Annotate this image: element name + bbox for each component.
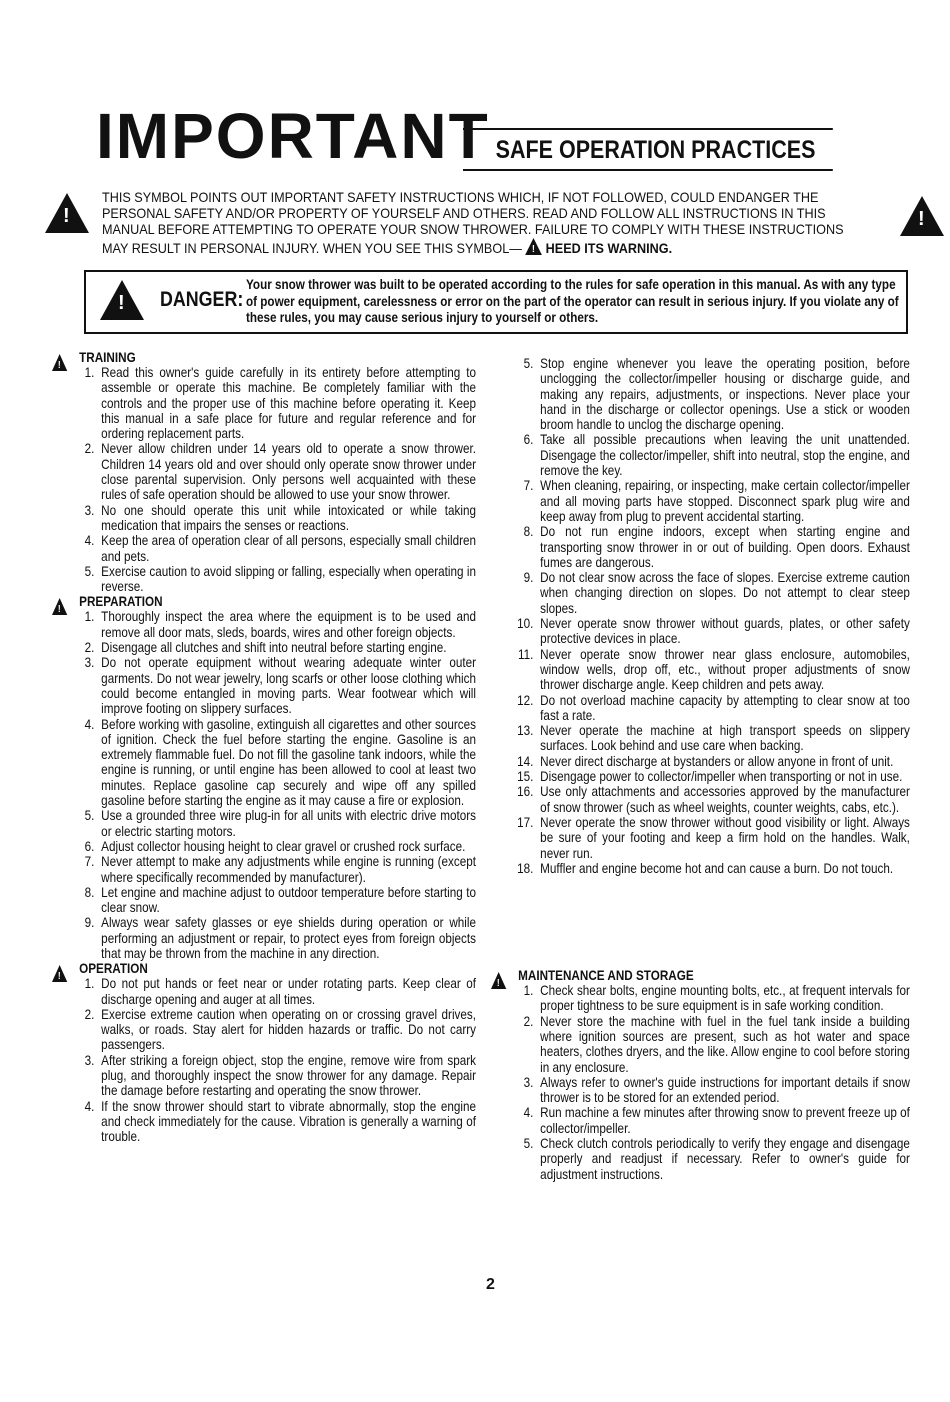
list-item <box>52 609 476 640</box>
list-item <box>491 616 910 647</box>
item-text: Check clutch controls periodically to verify they engage and disengage properly and readjust if necessary. Refer to owner's guide for adjustment instructions. <box>540 1136 910 1182</box>
item-number: 5. <box>84 808 95 824</box>
item-number: 3. <box>523 1074 534 1090</box>
list-item <box>491 478 910 524</box>
danger-triangle-icon <box>100 280 144 320</box>
item-number: 11. <box>518 646 534 662</box>
page-subtitle: SAFE OPERATION PRACTICES <box>463 128 833 171</box>
intro-paragraph <box>102 190 846 257</box>
maintenance-list <box>491 983 910 1182</box>
operation-section <box>52 961 476 1144</box>
list-item <box>52 1099 476 1145</box>
item-number: 6. <box>523 432 534 448</box>
item-text: No one should operate this unit while intoxicated or while taking medication that impairs the senses or reactions. <box>101 502 477 533</box>
page-number: 2 <box>486 1276 495 1293</box>
item-text: Never operate the machine at high transport speeds on slippery surfaces. Look behind and use care when backing. <box>540 723 910 754</box>
item-number: 8. <box>523 524 534 540</box>
item-number: 1. <box>523 983 534 999</box>
danger-label: DANGER: <box>160 288 244 311</box>
item-text: Do not operate equipment without wearing adequate winter outer garments. Do not wear jewelry, long scarfs or other loose clothing which could become entangled in moving parts. Wear footwear which will improve footing on slippery surfaces. <box>101 655 477 717</box>
section-heading: ! TRAINING <box>52 350 476 365</box>
item-text: Disengage power to collector/impeller when transporting or not in use. <box>540 769 903 785</box>
item-text: Take all possible precautions when leaving the unit unattended. Disengage the collector/impeller, shift into neutral, stop the engine, and remove the key. <box>540 432 910 479</box>
item-number: 7. <box>84 854 95 870</box>
item-text: Keep the area of operation clear of all persons, especially small children and pets. <box>101 533 477 564</box>
maintenance-section <box>491 968 910 1182</box>
item-number: 2. <box>84 441 95 457</box>
list-item <box>52 915 476 961</box>
item-text: Do not put hands or feet near or under rotating parts. Keep clear of discharge opening and auger at all times. <box>101 976 477 1007</box>
item-text: Adjust collector housing height to clear gravel or crushed rock surface. <box>101 838 466 854</box>
item-text: When cleaning, repairing, or inspecting, make certain collector/impeller and all moving parts have stopped. Disconnect spark plug wire and keep away from plug to prevent accidental starting. <box>540 478 910 524</box>
list-item <box>491 1014 910 1075</box>
item-text: Do not clear snow across the face of slopes. Exercise extreme caution when changing direction on slopes. Do not attempt to clear steep slopes. <box>540 570 910 616</box>
item-text: Exercise caution to avoid slipping or falling, especially when operating in reverse. <box>101 563 477 595</box>
item-text: Never attempt to make any adjustments while engine is running (except where specifically recommended by manufacturer). <box>101 854 477 885</box>
list-item <box>52 533 476 564</box>
list-item <box>52 1007 476 1053</box>
item-text: Before working with gasoline, extinguish all cigarettes and other sources of ignition. Check the fuel before starting the engine. Gasoline is an extremely flammable fuel. Do not fill the gasoline tank indoors, while the engine is running, or until engine has been allowed to cool at least two minutes. Replace gasoline cap securely and wipe off any spilled gasoline before starting the engine as it may cause a fire or explosion. <box>101 716 477 809</box>
list-item <box>491 754 910 769</box>
list-item <box>52 564 476 595</box>
preparation-list <box>52 609 476 961</box>
item-number: 12. <box>517 692 534 708</box>
warning-triangle-icon <box>900 196 944 236</box>
item-number: 3. <box>84 1052 95 1068</box>
list-item <box>52 1053 476 1099</box>
item-text: Use a grounded three wire plug-in for all units with electric drive motors or electric starting motors. <box>101 808 477 839</box>
item-number: 2. <box>84 1006 95 1022</box>
item-number: 4. <box>84 533 95 549</box>
list-item <box>52 976 476 1007</box>
item-text: Never allow children under 14 years old to operate a snow thrower. Children 14 years old and over should only operate snow thrower under close parental supervision. Only persons well acquainted with these rules of safe operation should be allowed to use your snow thrower. <box>101 441 477 503</box>
list-item <box>52 441 476 502</box>
item-number: 2. <box>523 1013 534 1029</box>
item-text: Stop engine whenever you leave the operating position, before unclogging the collector/impeller housing or discharge guide, and making any repairs, adjustments, or inspections. Never place your hand in the discharge or collector openings. Use a stick or wooden broom handle to unclog the discharge opening. <box>540 356 910 433</box>
left-column <box>52 350 476 1145</box>
section-heading: ! MAINTENANCE AND STORAGE <box>491 968 910 983</box>
item-number: 3. <box>84 502 95 518</box>
intro-emphasis: HEED ITS WARNING. <box>545 241 673 256</box>
list-item <box>52 885 476 916</box>
item-text: Never operate the snow thrower without good visibility or light. Always be sure of your footing and keep a firm hold on the handles. Walk, never run. <box>540 814 910 861</box>
item-number: 8. <box>84 884 95 900</box>
intro-text: THIS SYMBOL POINTS OUT IMPORTANT SAFETY INSTRUCTIONS WHICH, IF NOT FOLLOWED, COULD ENDANGER THE PERSONAL SAFETY AND/OR PROPERTY OF YOURSELF AND OTHERS. READ AND FOLLOW ALL INSTRUCTIONS IN THIS MANUAL BEFORE ATTEMPTING TO OPERATE YOUR SNOW THROWER. FAILURE TO COMPLY WITH THESE INSTRUCTIONS MAY RESULT IN PERSONAL INJURY. WHEN YOU SEE THIS SYMBOL— <box>102 190 844 256</box>
item-number: 1. <box>84 976 95 992</box>
danger-box <box>84 270 908 334</box>
item-text: Do not overload machine capacity by attempting to clear snow at too fast a rate. <box>540 692 910 723</box>
item-number: 6. <box>84 838 95 854</box>
list-item <box>491 983 910 1014</box>
item-number: 4. <box>84 716 95 732</box>
item-number: 17. <box>517 814 534 830</box>
item-text: After striking a foreign object, stop the engine, remove wire from spark plug, and thoroughly inspect the snow thrower for any damage. Repair the damage before restarting and operating the snow thrower. <box>101 1052 477 1099</box>
training-list <box>52 365 476 594</box>
item-text: Muffler and engine become hot and can cause a burn. Do not touch. <box>540 860 894 876</box>
item-number: 1. <box>84 609 95 625</box>
list-item <box>491 861 910 876</box>
item-number: 5. <box>523 356 534 371</box>
page-title: IMPORTANT <box>96 100 490 172</box>
item-text: Never operate snow thrower near glass enclosure, automobiles, window wells, drop off, etc., without proper adjustments of snow thrower discharge angle. Keep children and pets away. <box>540 646 910 693</box>
danger-text: Your snow thrower was built to be operated according to the rules for safe operation in this manual. As with any type of power equipment, carelessness or error on the part of the operator can result in serious injury. If you violate any of these rules, you may cause serious injury to yourself or others. <box>246 277 899 325</box>
item-number: 10. <box>517 616 534 632</box>
list-item <box>52 655 476 716</box>
item-number: 4. <box>84 1098 95 1114</box>
list-item <box>52 808 476 839</box>
item-number: 18. <box>517 860 534 876</box>
item-text: Never store the machine with fuel in the fuel tank inside a building where ignition sources are present, such as hot water and space heaters, clothes dryers, and the like. Allow engine to cool before storing in any enclosure. <box>540 1013 910 1075</box>
list-item <box>491 1105 910 1136</box>
list-item <box>491 1075 910 1106</box>
item-text: Read this owner's guide carefully in its entirety before attempting to assemble or operate this machine. Be completely familiar with the controls and the proper use of this machine before operating it. Keep this manual in a safe place for future and regular reference and for ordering replacement parts. <box>101 365 477 442</box>
item-number: 1. <box>84 365 95 380</box>
item-number: 2. <box>84 640 95 656</box>
item-number: 9. <box>84 915 95 931</box>
list-item <box>52 717 476 809</box>
list-item <box>491 693 910 724</box>
list-item <box>52 365 476 441</box>
item-text: If the snow thrower should start to vibrate abnormally, stop the engine and check immediately for the cause. Vibration is generally a warning of trouble. <box>101 1098 477 1145</box>
list-item <box>52 640 476 655</box>
item-number: 5. <box>523 1136 534 1152</box>
item-number: 7. <box>523 478 534 494</box>
item-text: Thoroughly inspect the area where the equipment is to be used and remove all door mats, sleds, boards, wires and other foreign objects. <box>101 609 477 640</box>
item-text: Exercise extreme caution when operating on or crossing gravel drives, walks, or roads. Stay alert for hidden hazards or traffic. Do not carry passengers. <box>101 1006 477 1053</box>
operation-list-continued <box>491 356 910 876</box>
section-heading: ! PREPARATION <box>52 594 476 609</box>
item-text: Disengage all clutches and shift into neutral before starting engine. <box>101 640 447 656</box>
item-number: 9. <box>523 570 534 586</box>
item-number: 16. <box>517 784 534 800</box>
list-item <box>491 1136 910 1182</box>
item-text: Use only attachments and accessories approved by the manufacturer of snow thrower (such as wheel weights, counter weights, cabs, etc.). <box>540 784 910 815</box>
warning-triangle-icon <box>45 193 89 233</box>
item-text: Check shear bolts, engine mounting bolts, etc., at frequent intervals for proper tightness to be sure equipment is in safe working condition. <box>540 983 910 1014</box>
list-item <box>491 769 910 784</box>
item-number: 3. <box>84 655 95 671</box>
item-number: 14. <box>517 753 534 769</box>
list-item <box>491 356 910 432</box>
list-item <box>52 854 476 885</box>
item-text: Run machine a few minutes after throwing snow to prevent freeze up of collector/impeller. <box>540 1105 910 1136</box>
preparation-section <box>52 594 476 961</box>
list-item <box>491 815 910 861</box>
item-number: 15. <box>517 769 534 785</box>
item-text: Let engine and machine adjust to outdoor temperature before starting to clear snow. <box>101 884 477 916</box>
section-heading: ! OPERATION <box>52 961 476 976</box>
list-item <box>491 432 910 478</box>
list-item <box>52 503 476 534</box>
item-text: Always wear safety glasses or eye shields during operation or while performing an adjustment or repair, to protect eyes from foreign objects that may be thrown from the machine in any direction. <box>101 915 477 961</box>
list-item <box>491 524 910 570</box>
list-item <box>491 570 910 616</box>
list-item <box>491 723 910 754</box>
item-text: Never operate snow thrower without guards, plates, or other safety protective devices in place. <box>540 616 910 647</box>
list-item <box>491 784 910 815</box>
item-text: Do not run engine indoors, except when starting engine and transporting snow thrower in or out of building. Open doors. Exhaust fumes are dangerous. <box>540 524 910 570</box>
operation-list <box>52 976 476 1144</box>
item-number: 4. <box>523 1105 534 1121</box>
item-number: 13. <box>517 723 534 739</box>
list-item <box>52 839 476 854</box>
training-section <box>52 350 476 594</box>
item-text: Always refer to owner's guide instructions for important details if snow thrower is to be stored for an extended period. <box>540 1074 910 1106</box>
list-item <box>491 647 910 693</box>
warning-triangle-icon <box>525 238 542 255</box>
right-column <box>491 356 910 1182</box>
item-number: 5. <box>84 563 95 579</box>
item-text: Never direct discharge at bystanders or allow anyone in front of unit. <box>540 753 894 769</box>
